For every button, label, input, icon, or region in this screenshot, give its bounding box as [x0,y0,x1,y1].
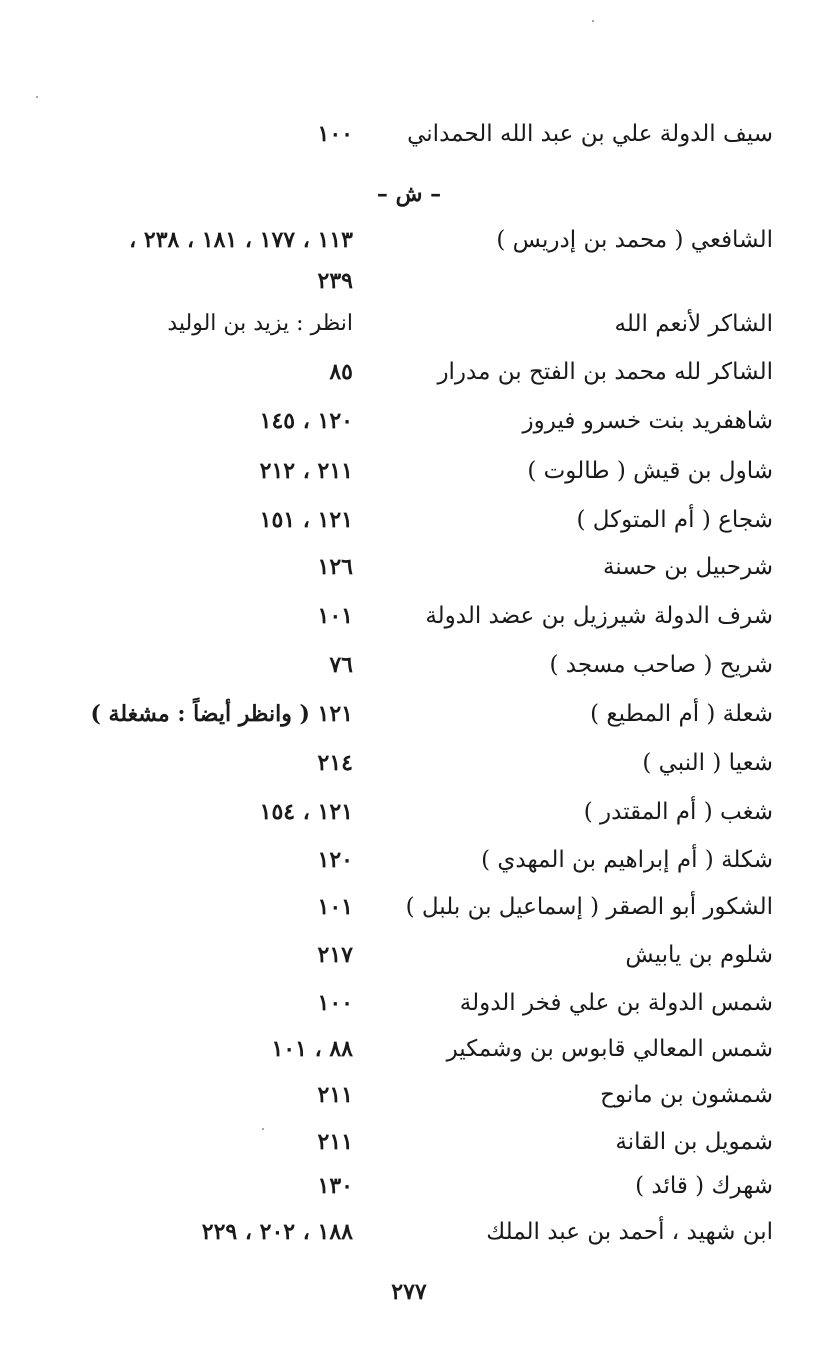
entry-name: شمشون بن مانوح [600,1082,773,1108]
page-number: ٢٧٧ [391,1279,427,1305]
index-entry [0,1029,838,1069]
entry-name: شلوم بن يابيش [625,942,773,968]
entry-name: شرحبيل بن حسنة [602,554,773,580]
index-entry [0,1122,838,1162]
index-entry [0,500,838,540]
entry-name: شاول بن قيش ( طالوت ) [527,458,773,484]
index-entry [0,645,838,685]
entry-pages: ١٨٨ ، ٢٠٢ ، ٢٢٩ [201,1219,353,1245]
entry-name: شغب ( أم المقتدر ) [583,799,773,825]
entry-name: شاهفريد بنت خسرو فيروز [522,408,773,434]
paper-speck [36,96,38,98]
index-entry [0,304,838,344]
index-entry [0,596,838,636]
entry-pages: ١٢٠ ، ١٤٥ [259,408,353,434]
entry-pages: ٢١١ ، ٢١٢ [259,458,353,484]
index-entry [0,1166,838,1206]
entry-pages: ١٢٠ [317,847,353,873]
entry-name: شعلة ( أم المطيع ) [590,701,773,727]
index-entry [0,840,838,880]
index-entry [0,220,838,260]
index-entry [0,743,838,783]
entry-name: شمس المعالي قابوس بن وشمكير [446,1036,773,1062]
index-entry [0,694,838,734]
entry-pages: ٢١١ [317,1129,353,1155]
entry-pages: انظر : يزيد بن الوليد [167,311,353,336]
index-entry [0,1212,838,1252]
entry-pages: ١٣٠ [317,1173,353,1199]
entry-name: شكلة ( أم إبراهيم بن المهدي ) [481,847,773,873]
entry-pages: ١٢١ ( وانظر أيضاً : مشغلة ) [90,701,353,727]
entry-name: الشكور أبو الصقر ( إسماعيل بن بلبل ) [405,894,773,920]
entry-pages: ١٠١ [317,603,353,629]
entry-name: شمويل بن القانة [615,1129,773,1155]
entry-pages: ١٠٠ [317,121,353,147]
index-entry [0,547,838,587]
index-entry [0,983,838,1023]
entry-pages: ٨٥ [329,359,353,385]
index-entry [0,935,838,975]
entry-pages: ٧٦ [329,652,353,678]
index-entry [0,451,838,491]
entry-name: شريح ( صاحب مسجد ) [549,652,773,678]
entry-pages: ٢١٤ [317,750,353,776]
entry-pages: ١١٣ ، ١٧٧ ، ١٨١ ، ٢٣٨ ، [129,227,353,253]
entry-pages: ١٠٠ [317,990,353,1016]
paper-speck [592,20,594,22]
index-entry [0,1075,838,1115]
entry-pages: ١٢١ ، ١٥١ [259,507,353,533]
entry-name: الشاكر لأنعم الله [614,311,773,337]
paper-speck [262,1128,264,1130]
index-entry [0,114,838,154]
entry-name: شهرك ( قائد ) [635,1173,773,1199]
entry-pages: ١٢١ ، ١٥٤ [259,799,353,825]
entry-name: الشافعي ( محمد بن إدريس ) [496,227,773,253]
entry-name: ابن شهيد ، أحمد بن عبد الملك [486,1219,773,1245]
section-letter-heading: – ش – [376,181,442,207]
entry-name: سيف الدولة علي بن عبد الله الحمداني [407,121,773,147]
entry-pages: ٢١١ [317,1082,353,1108]
entry-pages: ٢١٧ [317,942,353,968]
index-entry [0,352,838,392]
entry-pages: ١٢٦ [317,554,353,580]
entry-pages: ١٠١ [317,894,353,920]
entry-name: شجاع ( أم المتوكل ) [576,507,773,533]
entry-pages: ٨٨ ، ١٠١ [271,1036,353,1062]
index-entry [0,887,838,927]
index-entry [0,792,838,832]
entry-pages-continuation: ٢٣٩ [317,268,353,294]
entry-name: شمس الدولة بن علي فخر الدولة [459,990,773,1016]
entry-name: شرف الدولة شيرزيل بن عضد الدولة [425,603,773,629]
entry-name: شعيا ( النبي ) [642,750,773,776]
entry-name: الشاكر لله محمد بن الفتح بن مدرار [437,359,773,385]
index-entry [0,401,838,441]
